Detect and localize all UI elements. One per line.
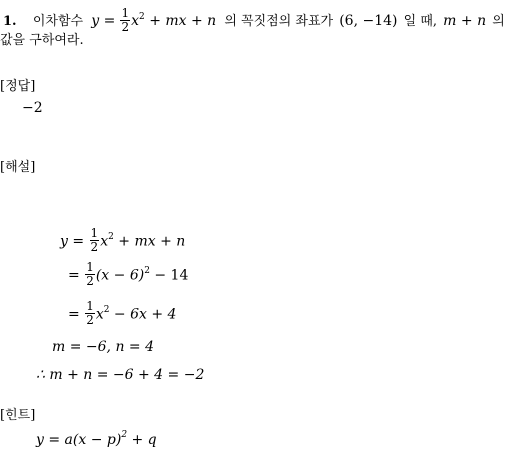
solution-row1-num: 1 — [90, 226, 99, 240]
problem-fraction-den: 2 — [121, 20, 130, 34]
problem-fraction-num: 1 — [121, 6, 130, 20]
hint-formula-main: y = a(x − p) — [36, 432, 122, 448]
solution-row2-rest: − 14 — [149, 267, 189, 284]
problem-eq-rest: + mx + n — [144, 13, 217, 29]
answer-value: −2 — [22, 100, 43, 116]
problem-eq-x: x — [131, 13, 140, 29]
solution-header: [해설] — [0, 160, 36, 175]
problem-text-d: 의 — [492, 14, 505, 29]
solution-row2-den: 2 — [86, 274, 94, 288]
solution-row-4: m = −6, n = 4 — [52, 339, 154, 355]
hint-formula-rest: + q — [127, 432, 157, 448]
solution-row1-den: 2 — [90, 240, 99, 254]
problem-fraction — [120, 7, 130, 34]
solution-row2-num: 1 — [86, 260, 94, 274]
hint-formula-square: 2 — [121, 430, 128, 441]
problem-line-2: 값을 구하여라. — [0, 33, 84, 48]
solution-row2-fraction — [85, 261, 95, 288]
problem-eq-square: 2 — [139, 11, 145, 22]
solution-row2-lhs: = — [68, 267, 80, 284]
solution-row-1 — [60, 228, 185, 255]
solution-row3-num: 1 — [86, 299, 94, 313]
solution-row1-x: x — [100, 233, 109, 250]
problem-eq-lhs: y = — [91, 13, 116, 29]
hint-formula — [36, 432, 157, 448]
solution-row2-expr: (x − 6) — [95, 267, 145, 284]
solution-row1-fraction — [90, 227, 100, 254]
answer-header: [정답] — [0, 79, 36, 94]
solution-row3-lhs: = — [68, 306, 80, 323]
solution-row2-square: 2 — [144, 265, 150, 276]
solution-row3-rest: − 6x + 4 — [109, 306, 177, 323]
problem-line-1 — [3, 8, 505, 35]
problem-text-c: 일 때, — [403, 14, 438, 29]
problem-text-a: 이차함수 — [32, 14, 84, 29]
problem-vertex: (6, −14) — [339, 13, 398, 29]
solution-row3-fraction — [85, 300, 95, 327]
solution-row3-x: x — [95, 306, 104, 323]
solution-row-2 — [68, 262, 188, 289]
hint-header: [힌트] — [0, 408, 36, 423]
solution-row1-square: 2 — [108, 231, 114, 242]
solution-row1-rest: + mx + n — [113, 233, 186, 250]
problem-number: 1. — [3, 14, 17, 29]
solution-row1-lhs: y = — [60, 233, 85, 250]
solution-row3-square: 2 — [103, 304, 110, 315]
solution-row3-den: 2 — [86, 313, 94, 327]
problem-target: m + n — [443, 13, 487, 29]
problem-text-b: 의 꼭짓점의 좌표가 — [224, 14, 334, 29]
solution-row-5: ∴ m + n = −6 + 4 = −2 — [36, 367, 205, 383]
solution-row-3 — [68, 301, 176, 328]
